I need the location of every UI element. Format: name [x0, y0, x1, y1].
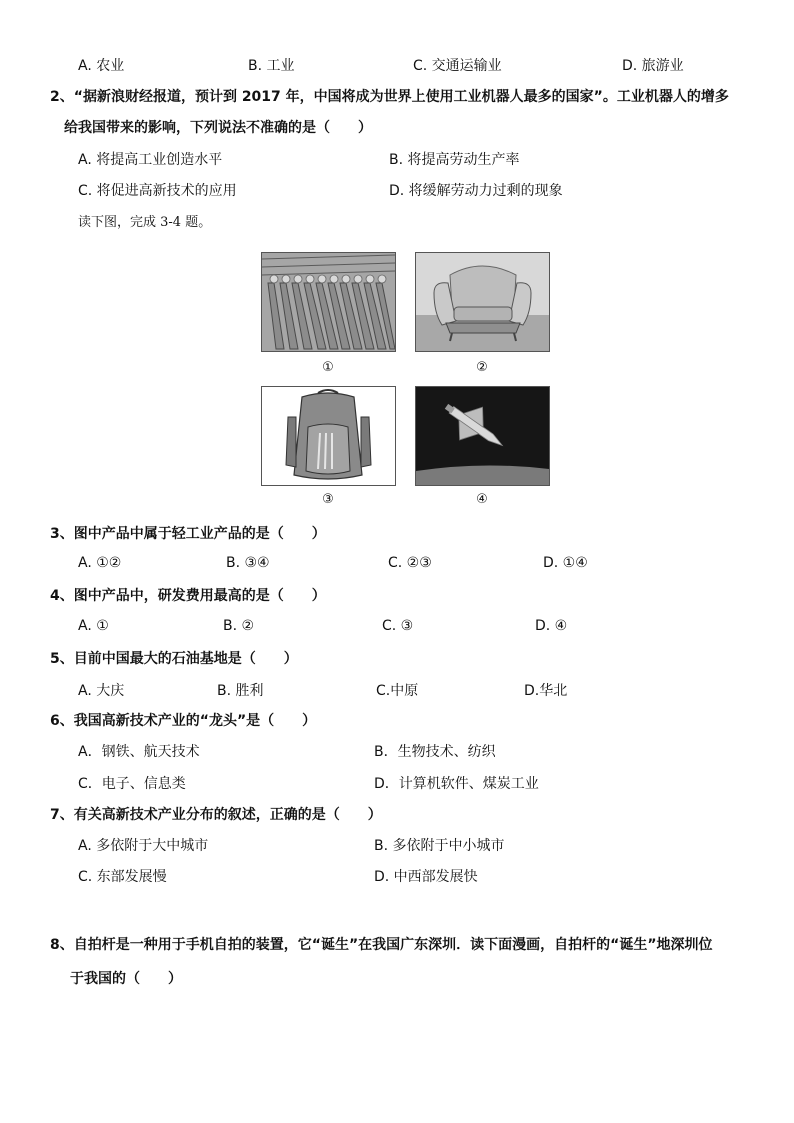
space-shuttle-image: [415, 386, 550, 486]
q8-stem-line2: 于我国的（ ）: [70, 971, 182, 987]
q1-option-b: B. 工业: [248, 58, 295, 74]
q7-option-d: D. 中西部发展快: [374, 869, 478, 885]
q4-option-c: C. ③: [382, 618, 414, 634]
q6-option-c: C．电子、信息类: [78, 776, 186, 792]
q5-option-b: B. 胜利: [217, 683, 264, 699]
q6-option-a: A．钢铁、航天技术: [78, 744, 200, 760]
q5-option-c: C.中原: [376, 683, 419, 699]
q5-option-d: D.华北: [524, 683, 568, 699]
read-figure-note: 读下图，完成 3-4 题。: [78, 215, 212, 230]
q3-stem: 3、图中产品中属于轻工业产品的是（ ）: [50, 526, 326, 542]
q3-option-a: A. ①②: [78, 555, 122, 571]
q4-option-b: B. ②: [223, 618, 255, 634]
q5-option-a: A. 大庆: [78, 683, 125, 699]
q1-option-d: D. 旅游业: [622, 58, 684, 74]
q2-option-b: B. 将提高劳动生产率: [389, 152, 520, 168]
q3-option-b: B. ③④: [226, 555, 270, 571]
timber-logs-image: [261, 252, 396, 352]
q5-stem: 5、目前中国最大的石油基地是（ ）: [50, 651, 298, 667]
armchair-image: [415, 252, 550, 352]
q1-option-a: A. 农业: [78, 58, 125, 74]
q2-stem-line2: 给我国带来的影响，下列说法不准确的是（ ）: [64, 120, 372, 136]
q3-option-c: C. ②③: [388, 555, 432, 571]
q4-stem: 4、图中产品中，研发费用最高的是（ ）: [50, 588, 326, 604]
q6-stem: 6、我国高新技术产业的“龙头”是（ ）: [50, 713, 317, 729]
q4-option-d: D. ④: [535, 618, 568, 634]
backpack-image: [261, 386, 396, 486]
q7-option-c: C. 东部发展慢: [78, 869, 167, 885]
q1-option-c: C. 交通运输业: [413, 58, 502, 74]
q6-option-b: B．生物技术、纺织: [374, 744, 496, 760]
q4-option-a: A. ①: [78, 618, 109, 634]
q7-option-b: B. 多依附于中小城市: [374, 838, 505, 854]
q3-option-d: D. ①④: [543, 555, 588, 571]
q7-option-a: A. 多依附于大中城市: [78, 838, 209, 854]
q2-option-c: C. 将促进高新技术的应用: [78, 183, 237, 199]
figure-caption-1: ①: [322, 360, 334, 375]
q7-stem: 7、有关高新技术产业分布的叙述，正确的是（ ）: [50, 807, 382, 823]
figure-caption-4: ④: [476, 492, 488, 507]
q2-option-a: A. 将提高工业创造水平: [78, 152, 223, 168]
q8-stem-line1: 8、自拍杆是一种用于手机自拍的装置，它“诞生”在我国广东深圳．读下面漫画，自拍杆的“诞生”地深圳位: [50, 937, 713, 953]
q2-stem-line1: 2、“据新浪财经报道，预计到 2017 年，中国将成为世界上使用工业机器人最多的国家”。工业机器人的增多: [50, 89, 729, 105]
q2-option-d: D. 将缓解劳动力过剩的现象: [389, 183, 563, 199]
figure-caption-3: ③: [322, 492, 334, 507]
figure-caption-2: ②: [476, 360, 488, 375]
q6-option-d: D．计算机软件、煤炭工业: [374, 776, 539, 792]
